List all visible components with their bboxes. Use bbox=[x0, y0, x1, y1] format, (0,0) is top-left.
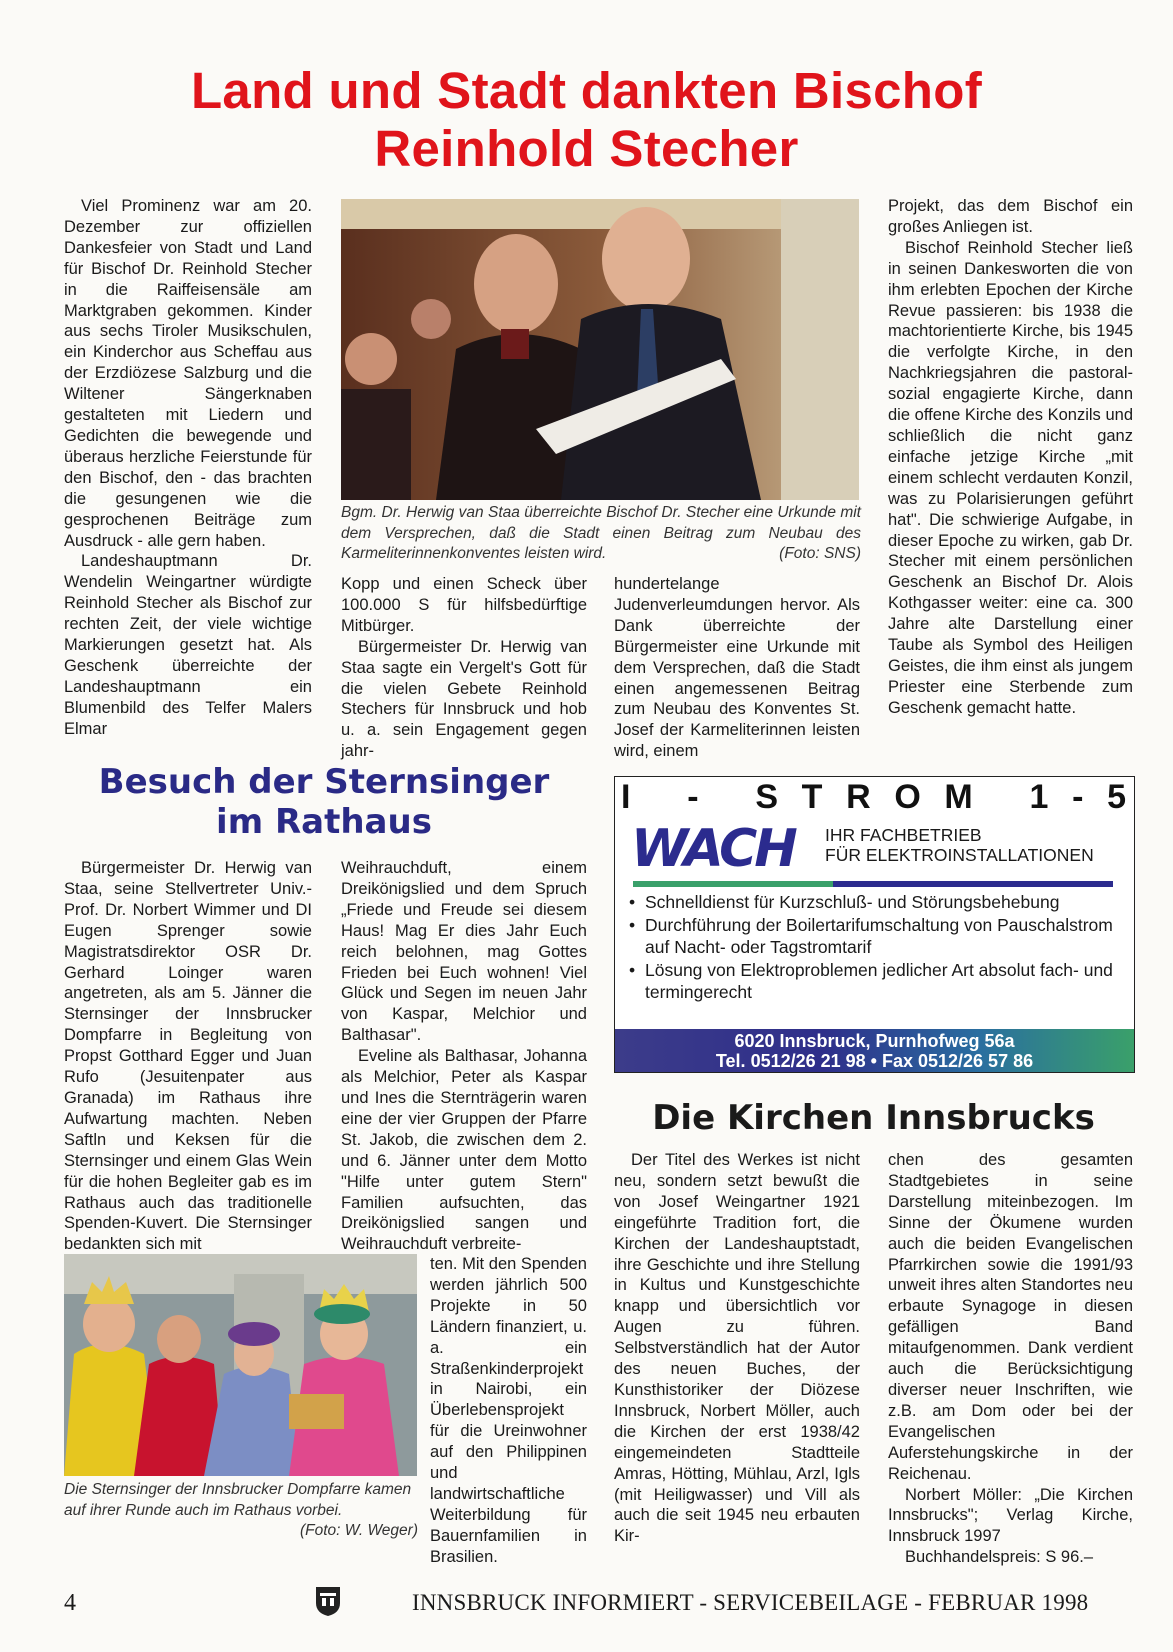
ad-divider-blue bbox=[833, 881, 1113, 887]
ad-address: 6020 Innsbruck, Purnhofweg 56a bbox=[734, 1031, 1015, 1051]
headline-line1: Land und Stadt dankten Bischof bbox=[190, 62, 982, 119]
innsbruck-coat-of-arms-icon bbox=[314, 1585, 342, 1617]
bishop-handover-photo bbox=[341, 199, 859, 500]
bishop-handover-photo-image bbox=[341, 199, 859, 500]
article2-title-line2: im Rathaus bbox=[216, 802, 432, 842]
publication-footer: INNSBRUCK INFORMIERT - SERVICEBEILAGE - FEBRUAR 1998 bbox=[412, 1590, 1089, 1615]
article2-column2 bbox=[341, 858, 587, 1255]
article2-title-line1: Besuch der Sternsinger bbox=[98, 762, 550, 802]
article2-photo-caption bbox=[64, 1480, 418, 1542]
article3-col2-para3: Buchhandelspreis: S 96.– bbox=[905, 1548, 1094, 1567]
article1-col2-para2: Bürgermeister Dr. Herwig van Staa sagte ein Vergelt's Gott für die vielen Gebete Reinhold Stechers für Innsbruck und hob u. a. sein Engagement gegen jahr- bbox=[341, 637, 587, 761]
ad-divider-green bbox=[633, 881, 833, 887]
article3-col2-para2: Norbert Möller: „Die Kirchen Innsbrucks"; Verlag Kirche, Innsbruck 1997 bbox=[888, 1485, 1133, 1546]
page-number: 4 bbox=[64, 1590, 76, 1616]
article1-photo-credit: (Foto: SNS) bbox=[779, 545, 861, 562]
ad-tagline bbox=[825, 825, 1094, 865]
article1-col1-para2: Landeshauptmann Dr. Wendelin Weingartner würdigte Reinhold Stecher als Bischof zur rechten Zeit, der viele wichtige Markierungen gesetzt hat. Als Geschenk überreichte der Landeshauptmann ein Blumenbild des Telfer Malers Elmar bbox=[64, 552, 312, 738]
headline-line2: Reinhold Stecher bbox=[374, 120, 799, 177]
ad-service-item: • Schnelldienst für Kurzschluß- und Störungsbehebung bbox=[629, 891, 1124, 914]
article1-col3-para1: hundertelange Judenverleumdungen hervor. Als Dank überreichte der Bürgermeister eine Urkunde mit dem Versprechen, daß die Stadt einen angemessenen Beitrag zum Neubau des Konventes St. Josef der Karmeliterinnen leisten wird, einem bbox=[614, 575, 860, 761]
ad-header bbox=[615, 777, 1134, 815]
wach-logo: WACH bbox=[631, 819, 795, 879]
ad-header-text bbox=[615, 777, 1134, 815]
article3-col2-para1: chen des gesamten Stadtgebietes in seine Darstellung miteinbezogen. Im Sinne der Ökumene wurden auch die beiden Evangelischen Pfarrkirchen sowie die 1991/93 unweit ihres alten Standortes neu erbaute Synagoge in diesen gefälligen Band mitaufgenommen. Dank verdient auch die Berücksichtigung diverser neuer Inschriften, wie z.B. am Dom oder bei der Evangelischen Auferstehungskirche in der Reichenau. bbox=[888, 1151, 1133, 1483]
article3-column1 bbox=[614, 1150, 860, 1547]
article1-column4 bbox=[888, 196, 1133, 719]
ad-tagline-line1: IHR FACHBETRIEB bbox=[825, 825, 982, 845]
ad-service-item: • Durchführung der Boilertarifumschaltung von Pauschalstrom auf Nacht- oder Tagstromtarif bbox=[629, 914, 1124, 959]
sternsinger-photo bbox=[64, 1254, 417, 1476]
article2-column1 bbox=[64, 858, 312, 1255]
ad-contact-bar bbox=[615, 1029, 1134, 1072]
article1-column2 bbox=[341, 574, 587, 762]
article3-title: Die Kirchen Innsbrucks bbox=[652, 1098, 1095, 1138]
sternsinger-photo-image bbox=[64, 1254, 417, 1476]
article1-col2-para1: Kopp und einen Scheck über 100.000 S für hilfsbedürftige Mitbürger. bbox=[341, 575, 587, 635]
article2-photo-credit: (Foto: W. Weger) bbox=[300, 1522, 418, 1539]
article1-photo-caption-text: Bgm. Dr. Herwig van Staa überreichte Bischof Dr. Stecher eine Urkunde mit dem Versprechen, daß die Stadt einen Beitrag zum Neubau des Karmeliterinnenkonventes leisten wird. bbox=[341, 504, 861, 562]
ad-header-label: I - STROM 1-5 bbox=[621, 778, 1126, 815]
article2-column2b bbox=[430, 1254, 587, 1568]
ad-service-item: • Lösung von Elektroproblemen jedlicher Art absolut fach- und termingerecht bbox=[629, 959, 1124, 1004]
wach-advertisement bbox=[614, 776, 1135, 1073]
ad-phone: Tel. 0512/26 21 98 • Fax 0512/26 57 86 bbox=[715, 1051, 1034, 1071]
article2-col2-para1: Weihrauchduft, einem Dreikönigslied und dem Spruch „Friede und Freude sei diesem Haus! Mag Er dies Jahr Euch reich belohnen, mag Gottes Frieden bei Euch wohnen! Viel Glück und Segen im neuen Jahr von Kaspar, Melchior und Balthasar". bbox=[341, 859, 587, 1045]
article1-col1-para1: Viel Prominenz war am 20. Dezember zur offiziellen Dankesfeier von Stadt und Land für Bischof Dr. Reinhold Stecher in die Raiffeisensäle am Marktgraben gekommen. Kinder aus sechs Tiroler Musikschulen, ein Kinderchor aus Scheffau aus der Erzdiözese Salzburg und die Wiltener Sängerknaben gestalteten mit Liedern und Gedichten die bewegende und überaus herzliche Feierstunde für den Bischof, den - das brachten die gesungenen wie die gesprochenen Beiträge zum Ausdruck - alle gern haben. bbox=[64, 197, 312, 550]
article1-col4-para2: Bischof Reinhold Stecher ließ in seinen Dankesworten die von ihm erlebten Epochen der Kirche Revue passieren: bis 1938 die machtorientierte Kirche, bis 1945 die verfolgte Kirche, in den Nachkriegsjahren die pastoral-sozial engagierte Kirche, dann die offene Kirche des Konzils und schließlich die nicht ganz einfache jetzige Kirche „mit einem schlecht verdauten Konzil, was zu Polarisierungen geführt hat". Die schwierige Aufgabe, in dieser Epoche zu wirken, gab Dr. Stecher mit einem persönlichen Geschenk an Bischof Dr. Alois Kothgasser weiter: eine ca. 300 Jahre alte Darstellung einer Taube als Symbol des Heiligen Geistes, die ihm einst als jungem Priester eine Sterbende zum Geschenk gemacht hatte. bbox=[888, 238, 1133, 717]
article2-col2b-para1: ten. Mit den Spenden werden jährlich 500 Projekte in 50 Ländern finanziert, u. a. ein Straßenkinderprojekt in Nairobi, ein Überlebensprojekt für die Ureinwohner auf den Philippinen und landwirtschaftliche Weiterbildung für Bauernfamilien in Brasilien. bbox=[430, 1255, 587, 1566]
ad-tagline-line2: FÜR ELEKTROINSTALLATIONEN bbox=[825, 845, 1094, 865]
article1-photo-caption bbox=[341, 503, 861, 565]
article3-column2 bbox=[888, 1150, 1133, 1568]
article1-column1 bbox=[64, 196, 312, 740]
article2-col2-para2: Eveline als Balthasar, Johanna als Melchior, Peter als Kaspar und Ines die Sternträgerin waren eine der vier Gruppen der Pfarre St. Jakob, die zwischen dem 2. und 6. Jänner unter dem Motto "Hilfe unter gutem Stern" Familien aufsuchten, das Dreikönigslied sangen und Weihrauchduft verbreite- bbox=[341, 1047, 587, 1254]
article2-col1-para1: Bürgermeister Dr. Herwig van Staa, seine Stellvertreter Univ.-Prof. Dr. Norbert Wimmer und DI Eugen Sprenger sowie Magistratsdirektor OSR Dr. Gerhard Loinger waren angetreten, als am 5. Jänner die Sternsinger der Innsbrucker Dompfarre in Begleitung von Propst Gotthard Egger und Juan Rufo (Jesuitenpater aus Granada) im Rathaus ihre Aufwartung machten. Neben Saftln und Keksen für die Sternsinger und einem Glas Wein für die hohen Begleiter gab es im Rathaus auch das traditionelle Spenden-Kuvert. Die Sternsinger bedankten sich mit bbox=[64, 859, 312, 1254]
article3-col1-para1: Der Titel des Werkes ist nicht neu, sondern setzt bewußt die von Josef Weingartner 1921 eingeführte Tradition fort, die Kirchen der Landeshauptstadt, ihre Geschichte und ihre Stellung in Kultus und Kunstgeschichte knapp und übersichtlich vor Augen zu führen. Selbstverständlich hat der Autor des neuen Buches, der Kunsthistoriker der Diözese Innsbruck, Norbert Möller, auch die Kirchen der erst 1938/42 eingemeindeten Stadtteile Amras, Hötting, Mühlau, Arzl, Igls (mit Heiligwasser) und Vill als auch die seit 1945 neu erbauten Kir- bbox=[614, 1151, 860, 1546]
article2-photo-caption-text: Die Sternsinger der Innsbrucker Dompfarre kamen auf ihrer Runde auch im Rathaus vorbei. bbox=[64, 1481, 412, 1519]
article1-column3 bbox=[614, 574, 860, 762]
ad-service-list bbox=[629, 891, 1124, 1004]
article1-col4-para1: Projekt, das dem Bischof ein großes Anliegen ist. bbox=[888, 197, 1133, 236]
